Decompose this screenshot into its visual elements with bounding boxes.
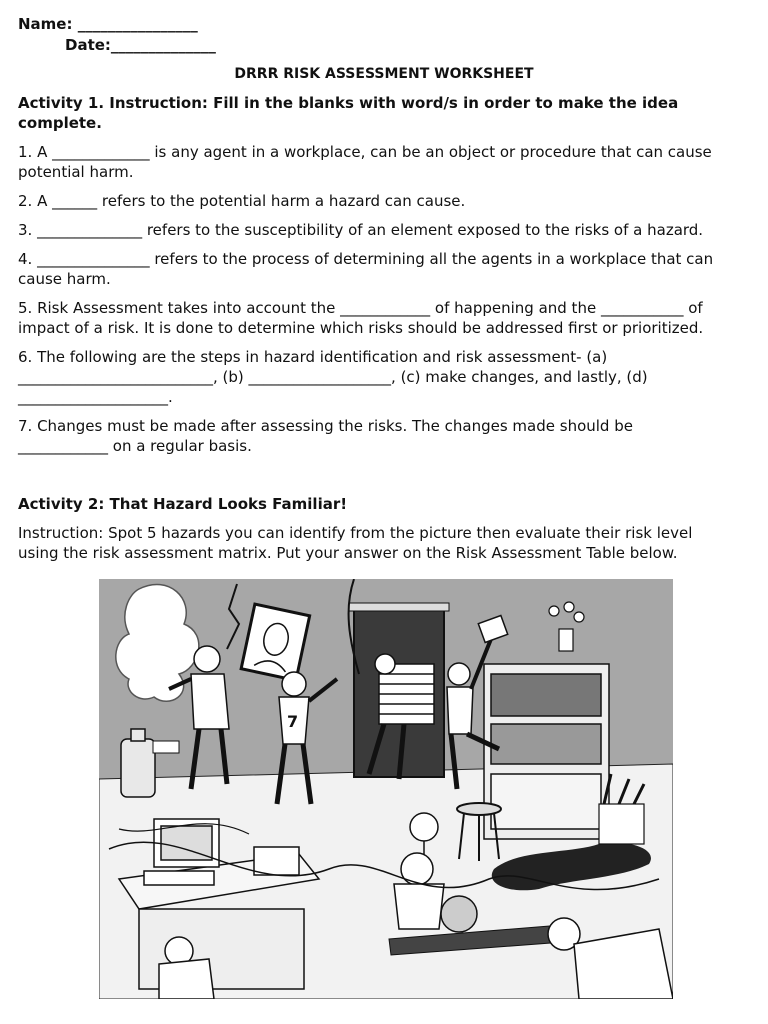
name-field[interactable]: Name: ________________ (18, 15, 198, 33)
activity2-heading: Activity 2: That Hazard Looks Familiar! (18, 495, 348, 513)
page-title: DRRR RISK ASSESSMENT WORKSHEET (234, 66, 534, 82)
gas-tank (121, 729, 155, 797)
question-4: 4. _______________ refers to the process of determining all the agents in a workplace that can (18, 250, 714, 268)
question-1-cont: potential harm. (18, 163, 134, 181)
door-frame (349, 603, 449, 611)
wall-outlet (153, 741, 179, 753)
question-3: 3. ______________ refers to the susceptibility of an element exposed to the risks of a hazard. (18, 221, 704, 239)
activity2-instruction: Instruction: Spot 5 hazards you can identify from the picture then evaluate their risk level (18, 524, 693, 542)
question-5: 5. Risk Assessment takes into account the ____________ of happening and the ___________ of (18, 299, 703, 317)
jersey-number: 7 (287, 712, 299, 731)
date-field[interactable]: Date:______________ (65, 36, 216, 54)
question-6-cont2: ____________________. (18, 388, 173, 406)
question-7: 7. Changes must be made after assessing the risks. The changes made should be (18, 417, 633, 435)
question-6-cont: __________________________, (b) ___________________, (c) make changes, and lastly, (d) (18, 368, 648, 386)
picture-frame (241, 604, 309, 680)
question-6: 6. The following are the steps in hazard identification and risk assessment- (a) (18, 348, 608, 366)
question-4-cont: cause harm. (18, 270, 111, 288)
activity2-instruction-cont: using the risk assessment matrix. Put your answer on the Risk Assessment Table below. (18, 544, 678, 562)
question-1: 1. A _____________ is any agent in a workplace, can be an object or procedure that can cause (18, 143, 712, 161)
activity1-heading: Activity 1. Instruction: Fill in the blanks with word/s in order to make the idea (18, 94, 679, 112)
activity1-heading-cont: complete. (18, 114, 102, 132)
bookshelf (484, 664, 609, 839)
hazard-scene-illustration (99, 579, 673, 999)
question-5-cont: impact of a risk. It is done to determine which risks should be addressed first or prioritized. (18, 319, 704, 337)
question-7-cont: ____________ on a regular basis. (18, 437, 252, 455)
question-2: 2. A ______ refers to the potential harm a hazard can cause. (18, 192, 466, 210)
